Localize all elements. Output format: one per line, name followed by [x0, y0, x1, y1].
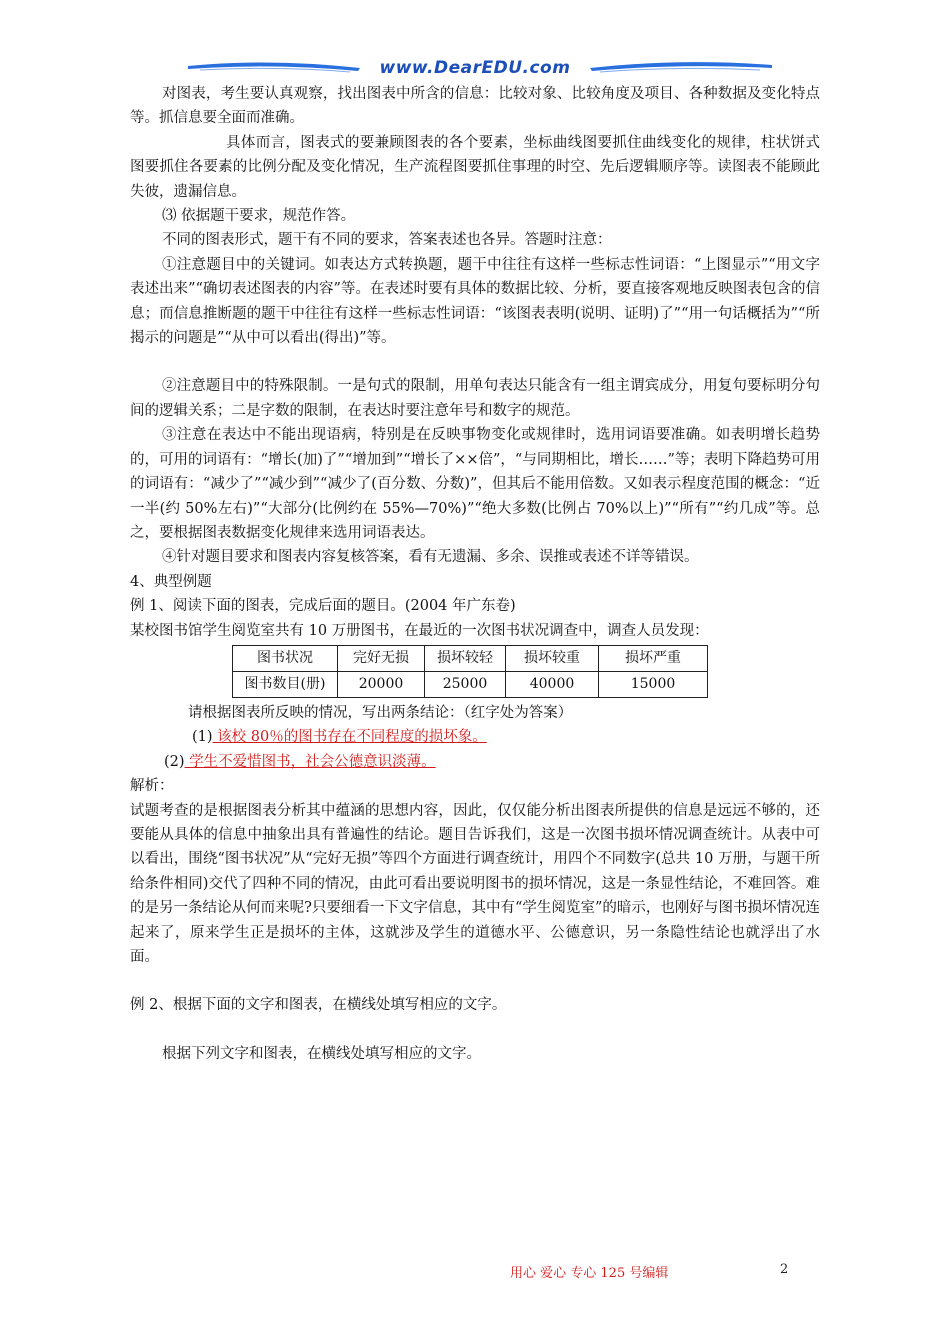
- table-cell: 图书数目(册): [233, 671, 338, 697]
- example1-title: 例 1、阅读下面的图表，完成后面的题目。(2004 年广东卷): [130, 598, 516, 615]
- footer-credit: 用心 爱心 专心 125 号编辑: [510, 1266, 669, 1281]
- answer-text: 学生不爱惜图书，社会公德意识淡薄。: [184, 753, 436, 770]
- table-header-cell: 完好无损: [338, 645, 425, 671]
- page-number: 2: [780, 1262, 789, 1277]
- example2-title: 例 2、根据下面的文字和图表，在横线处填写相应的文字。: [130, 997, 507, 1014]
- analysis-text: 试题考查的是根据图表分析其中蕴涵的思想内容，因此，仅仅能分析出图表所提供的信息是远远不够的，还要能从具体的信息中抽象出具有普遍性的结论。题目告诉我们，这是一次图书损坏情况调查统计。从表中可以看出，围绕“图书状况”从“完好无损”等四个方面进行调查统计，用四个不同数字(总共 10 万册，与题干所给条件相同)交代了四种不同的情况，由此可看出要说明图书的损坏情况，这是一条显性结论，不难回答。难的是另一条结论从何而来呢?只要细看一下文字信息，其中有“学生阅览室”的暗示，也刚好与图书损坏情况连起来了，原来学生正是损坏的主体，这就涉及学生的道德水平、公德意识，另一条隐性结论也就浮出了水面。: [130, 802, 820, 965]
- paragraph: ①注意题目中的关键词。如表达方式转换题，题干中往往有这样一些标志性词语：“上图显示”“用文字表述出来”“确切表述图表的内容”等。在表述时要有具体的数据比较、分析，要直接客观地反映图表包含的信息；而信息推断题的题干中往往有这样一些标志性词语：“该图表表明(说明、证明)了”“用一句话概括为”“所揭示的问题是”“从中可以看出(得出)”等。: [130, 256, 820, 347]
- paragraph: 对图表，考生要认真观察，找出图表中所含的信息：比较对象、比较角度及项目、各种数据及变化特点等。抓信息要全面而准确。: [130, 86, 820, 127]
- document-body: [130, 82, 820, 1066]
- table-header-cell: 损坏较轻: [425, 645, 506, 671]
- table-cell: 40000: [506, 671, 599, 697]
- book-status-table: [232, 645, 708, 698]
- example2-instruction: 根据下列文字和图表，在横线处填写相应的文字。: [162, 1045, 481, 1062]
- section-title: 4、典型例题: [130, 573, 212, 590]
- answer-text: 该校 80％的图书存在不同程度的损坏象。: [212, 729, 487, 746]
- example1-intro: 某校图书馆学生阅览室共有 10 万册图书，在最近的一次图书状况调查中，调查人员发现：: [130, 622, 709, 639]
- table-cell: 15000: [599, 671, 708, 697]
- paragraph: 不同的图表形式，题干有不同的要求，答案表述也各异。答题时注意：: [162, 232, 612, 249]
- table-row: [233, 671, 708, 697]
- paragraph: ⑶ 依据题干要求，规范作答。: [162, 208, 356, 225]
- table-cell: 20000: [338, 671, 425, 697]
- answer-number: (1): [192, 729, 213, 746]
- answer-number: (2): [164, 753, 185, 770]
- analysis-label: 解析：: [130, 778, 174, 795]
- table-header-cell: 图书状况: [233, 645, 338, 671]
- table-header-cell: 损坏严重: [599, 645, 708, 671]
- table-header-cell: 损坏较重: [506, 645, 599, 671]
- paragraph: ②注意题目中的特殊限制。一是句式的限制，用单句表达只能含有一组主谓宾成分，用复句要标明分句间的逻辑关系；二是字数的限制，在表达时要注意年号和数字的规范。: [130, 378, 820, 419]
- paragraph: ③注意在表达中不能出现语病，特别是在反映事物变化或规律时，选用词语要准确。如表明增长趋势的，可用的词语有：“增长(加)了”“增加到”“增长了××倍”，“与同期相比，增长……”等；表明下降趋势可用的词语有：“减少了”“减少到”“减少了(百分数、分数)”，但其后不能用倍数。又如表示程度范围的概念：“近一半(约 50%左右)”“大部分(比例约在 55%—70%)”“绝大多数(比例占 70%以上)”“所有”“约几成”等。总之，要根据图表数据变化规律来选用词语表达。: [130, 427, 820, 541]
- paragraph: ④针对题目要求和图表内容复核答案，看有无遗漏、多余、误推或表述不详等错误。: [162, 549, 699, 566]
- paragraph: 具体而言，图表式的要兼顾图表的各个要素，坐标曲线图要抓住曲线变化的规律，柱状饼式图要抓住各要素的比例分配及变化情况，生产流程图要抓住事理的时空、先后逻辑顺序等。读图表不能顾此失彼，遗漏信息。: [130, 134, 820, 200]
- table-cell: 25000: [425, 671, 506, 697]
- answer-line-2: [130, 750, 820, 774]
- example1-prompt: 请根据图表所反映的情况，写出两条结论：（红字处为答案）: [188, 704, 573, 721]
- answer-line-1: [130, 725, 820, 749]
- table-header-row: [233, 645, 708, 671]
- site-brand[interactable]: www.DearEDU.com: [379, 58, 571, 78]
